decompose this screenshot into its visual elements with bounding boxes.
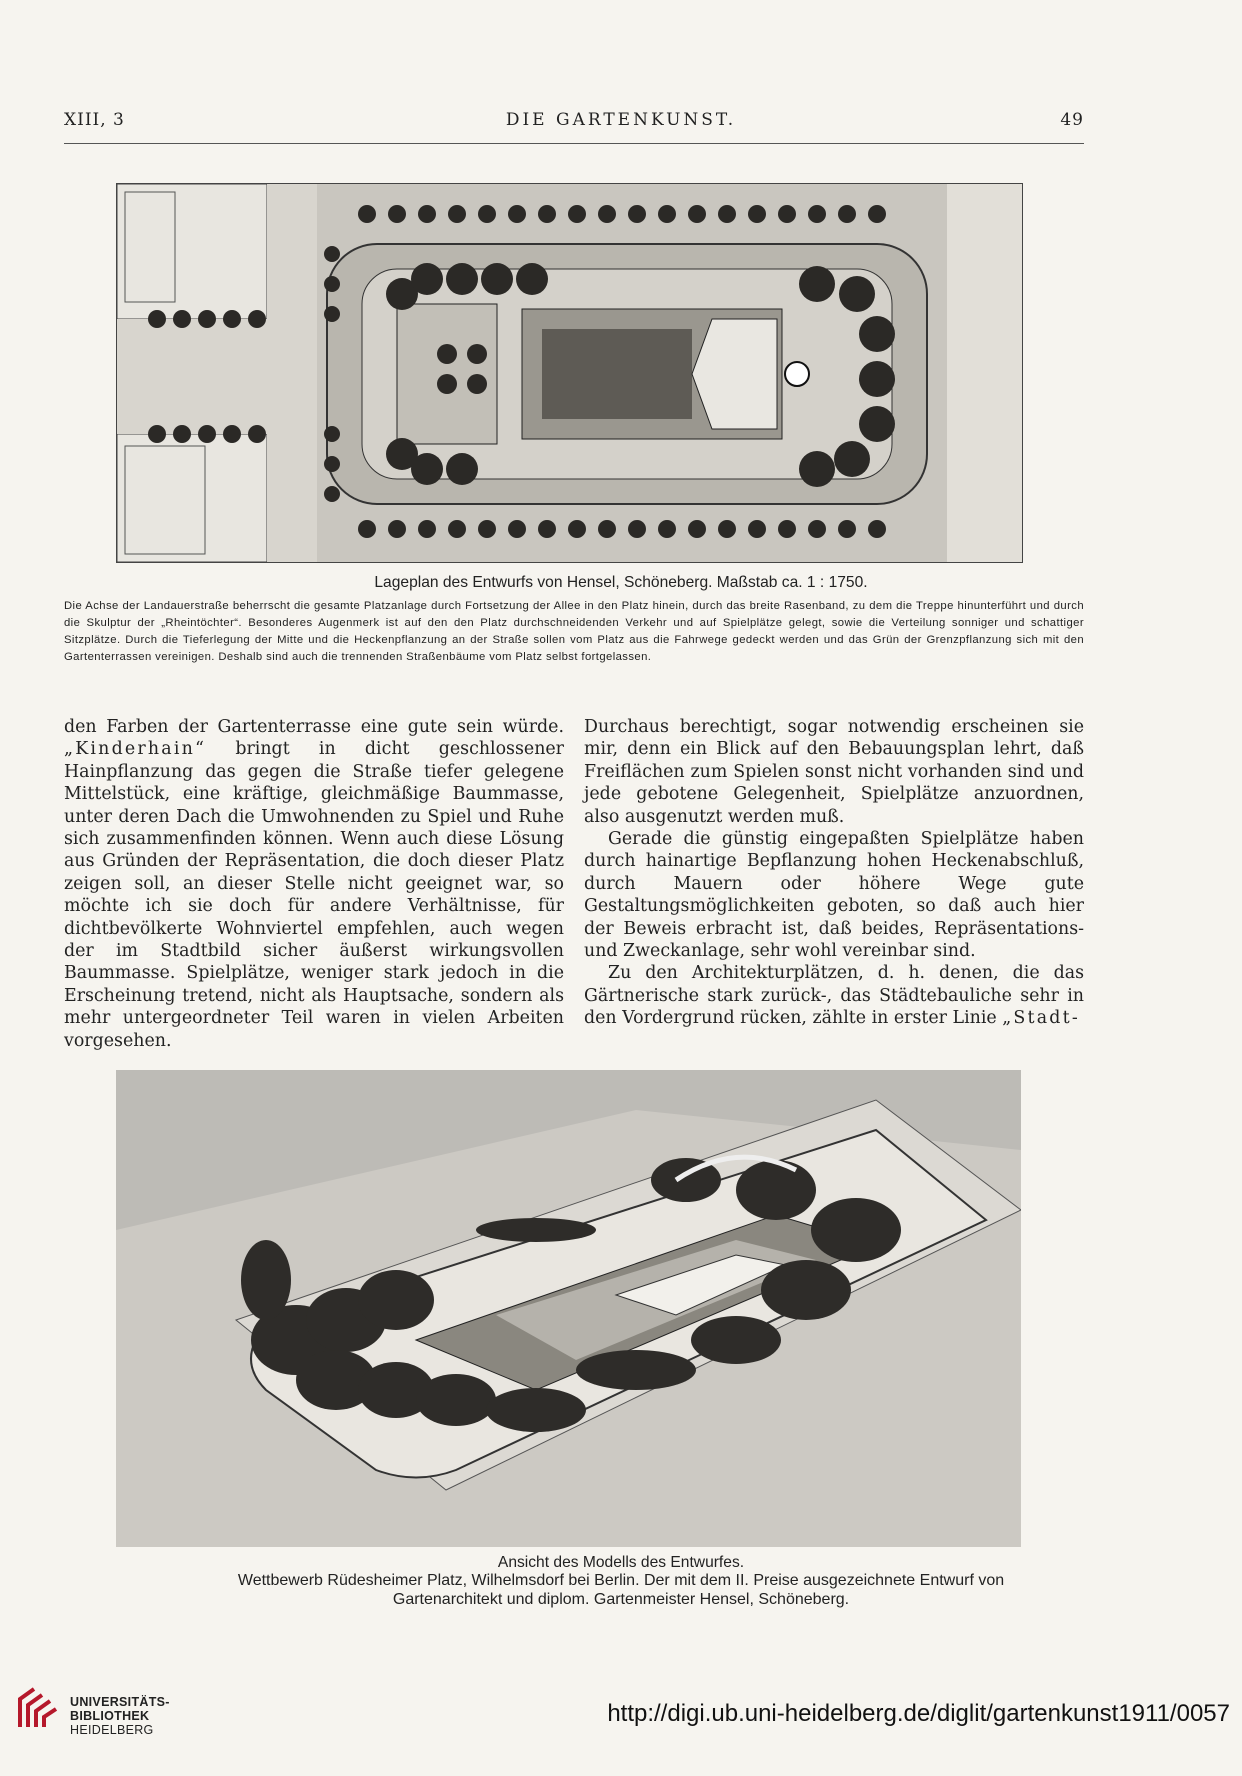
source-url-link[interactable]: http://digi.ub.uni-heidelberg.de/diglit/gartenkunst1911/0057 (607, 1700, 1230, 1727)
left-text-b: bringt in dicht geschlossener Hainpflanzung das gegen die Straße tiefer gelegene Mittelstück, eine kräftige, gleichmäßige Baummasse, unter deren Dach die Umwohnenden zu Spiel und Ruhe sich zusammenfinden können. Wenn auch diese Lösung aus Gründen der Repräsentation, die doch dieser Platz zeigen soll, an dieser Stelle nicht geeignet war, so möchte ich sie doch für andere Verhältnisse, für dichtbevölkerte Wohnviertel empfehlen, auch wegen der im Stadtbild sicher äußerst wirkungsvollen Baummasse. Spielplätze, weniger stark jedoch in die Erscheinung tretend, nicht als Hauptsache, sondern als mehr untergeordneter Teil waren in vielen Arbeiten vorgesehen. (64, 739, 564, 1051)
right-paragraph-3-spaced: „Stadt- (1002, 1008, 1080, 1029)
library-name-line3: HEIDELBERG (70, 1723, 154, 1737)
right-column (584, 716, 1084, 1030)
model-photo-drawing (116, 1070, 1021, 1547)
figure1-description: Die Achse der Landauerstraße beherrscht die gesamte Platzanlage durch Fortsetzung der Allee in den Platz hinein, durch das breite Rasenband, zu dem die Treppe hinunterführt und durch die Skulptur der „Rheintöchter“. Besonderes Augenmerk ist auf den den Platz durchschneidenden Verkehr und auf Spielplätze gelegt, sowie die Verteilung sonniger und schattiger Sitzplätze. Durch die Tieferlegung der Mitte und die Heckenpflanzung an der Straße sollen vom Platz aus die Fahrwege gedeckt werden und das Grün der Grenzpflanzung sich mit den Gartenterrassen vereinigen. Deshalb sind auch die trennenden Straßenbäume vom Platz selbst fortgelassen. (64, 600, 1084, 663)
footer-bar (0, 1685, 1242, 1776)
site-plan-drawing (117, 184, 1022, 562)
left-text-a: den Farben der Gartenterrasse eine gute sein würde. (64, 717, 564, 737)
header-page-number: 49 (1060, 110, 1084, 130)
library-logo-icon (14, 1685, 62, 1733)
header-journal-title: DIE GARTENKUNST. (505, 110, 737, 130)
figure2-line3: Gartenarchitekt und diplom. Gartenmeister Hensel, Schöneberg. (392, 1591, 850, 1608)
library-name-line2: BIBLIOTHEK (70, 1709, 150, 1723)
left-text-spaced: „Kinderhain“ (64, 739, 207, 760)
header-rule (64, 143, 1084, 144)
figure1-title: Lageplan des Entwurfs von Hensel, Schöneberg. Maßstab ca. 1 : 1750. (374, 574, 868, 591)
right-paragraph-2: Gerade die günstig eingepaßten Spielplätze haben durch hainartige Bepflanzung hohen Heckenabschluß, durch Mauern oder höhere Wege gute Gestaltungsmöglichkeiten geboten, so daß auch hier der Beweis erbracht ist, daß beides, Repräsentations- und Zweckanlage, sehr wohl vereinbar sind. (584, 829, 1084, 962)
library-name-line1: UNIVERSITÄTS- (70, 1695, 170, 1709)
site-plan-image (116, 183, 1023, 563)
header-volume: XIII, 3 (64, 110, 125, 130)
model-photo-image (116, 1070, 1021, 1547)
left-column (64, 716, 564, 1052)
figure2-line2: Wettbewerb Rüdesheimer Platz, Wilhelmsdorf bei Berlin. Der mit dem II. Preise ausgezeichnete Entwurf von (237, 1572, 1005, 1589)
figure2-title: Ansicht des Modells des Entwurfes. (497, 1554, 745, 1571)
right-paragraph-1: Durchaus berechtigt, sogar notwendig erscheinen sie mir, denn ein Blick auf den Bebauungsplan lehrt, daß Freiflächen zum Spielen sonst nicht vorhanden sind und jede gebotene Gelegenheit, Spielplätze anzuordnen, also ausgenutzt werden muß. (584, 717, 1084, 827)
right-paragraph-3-text: Zu den Architekturplätzen, d. h. denen, die das Gärtnerische stark zurück-, das Städtebauliche sehr in den Vordergrund rücken, zählte in erster Linie (584, 963, 1084, 1029)
